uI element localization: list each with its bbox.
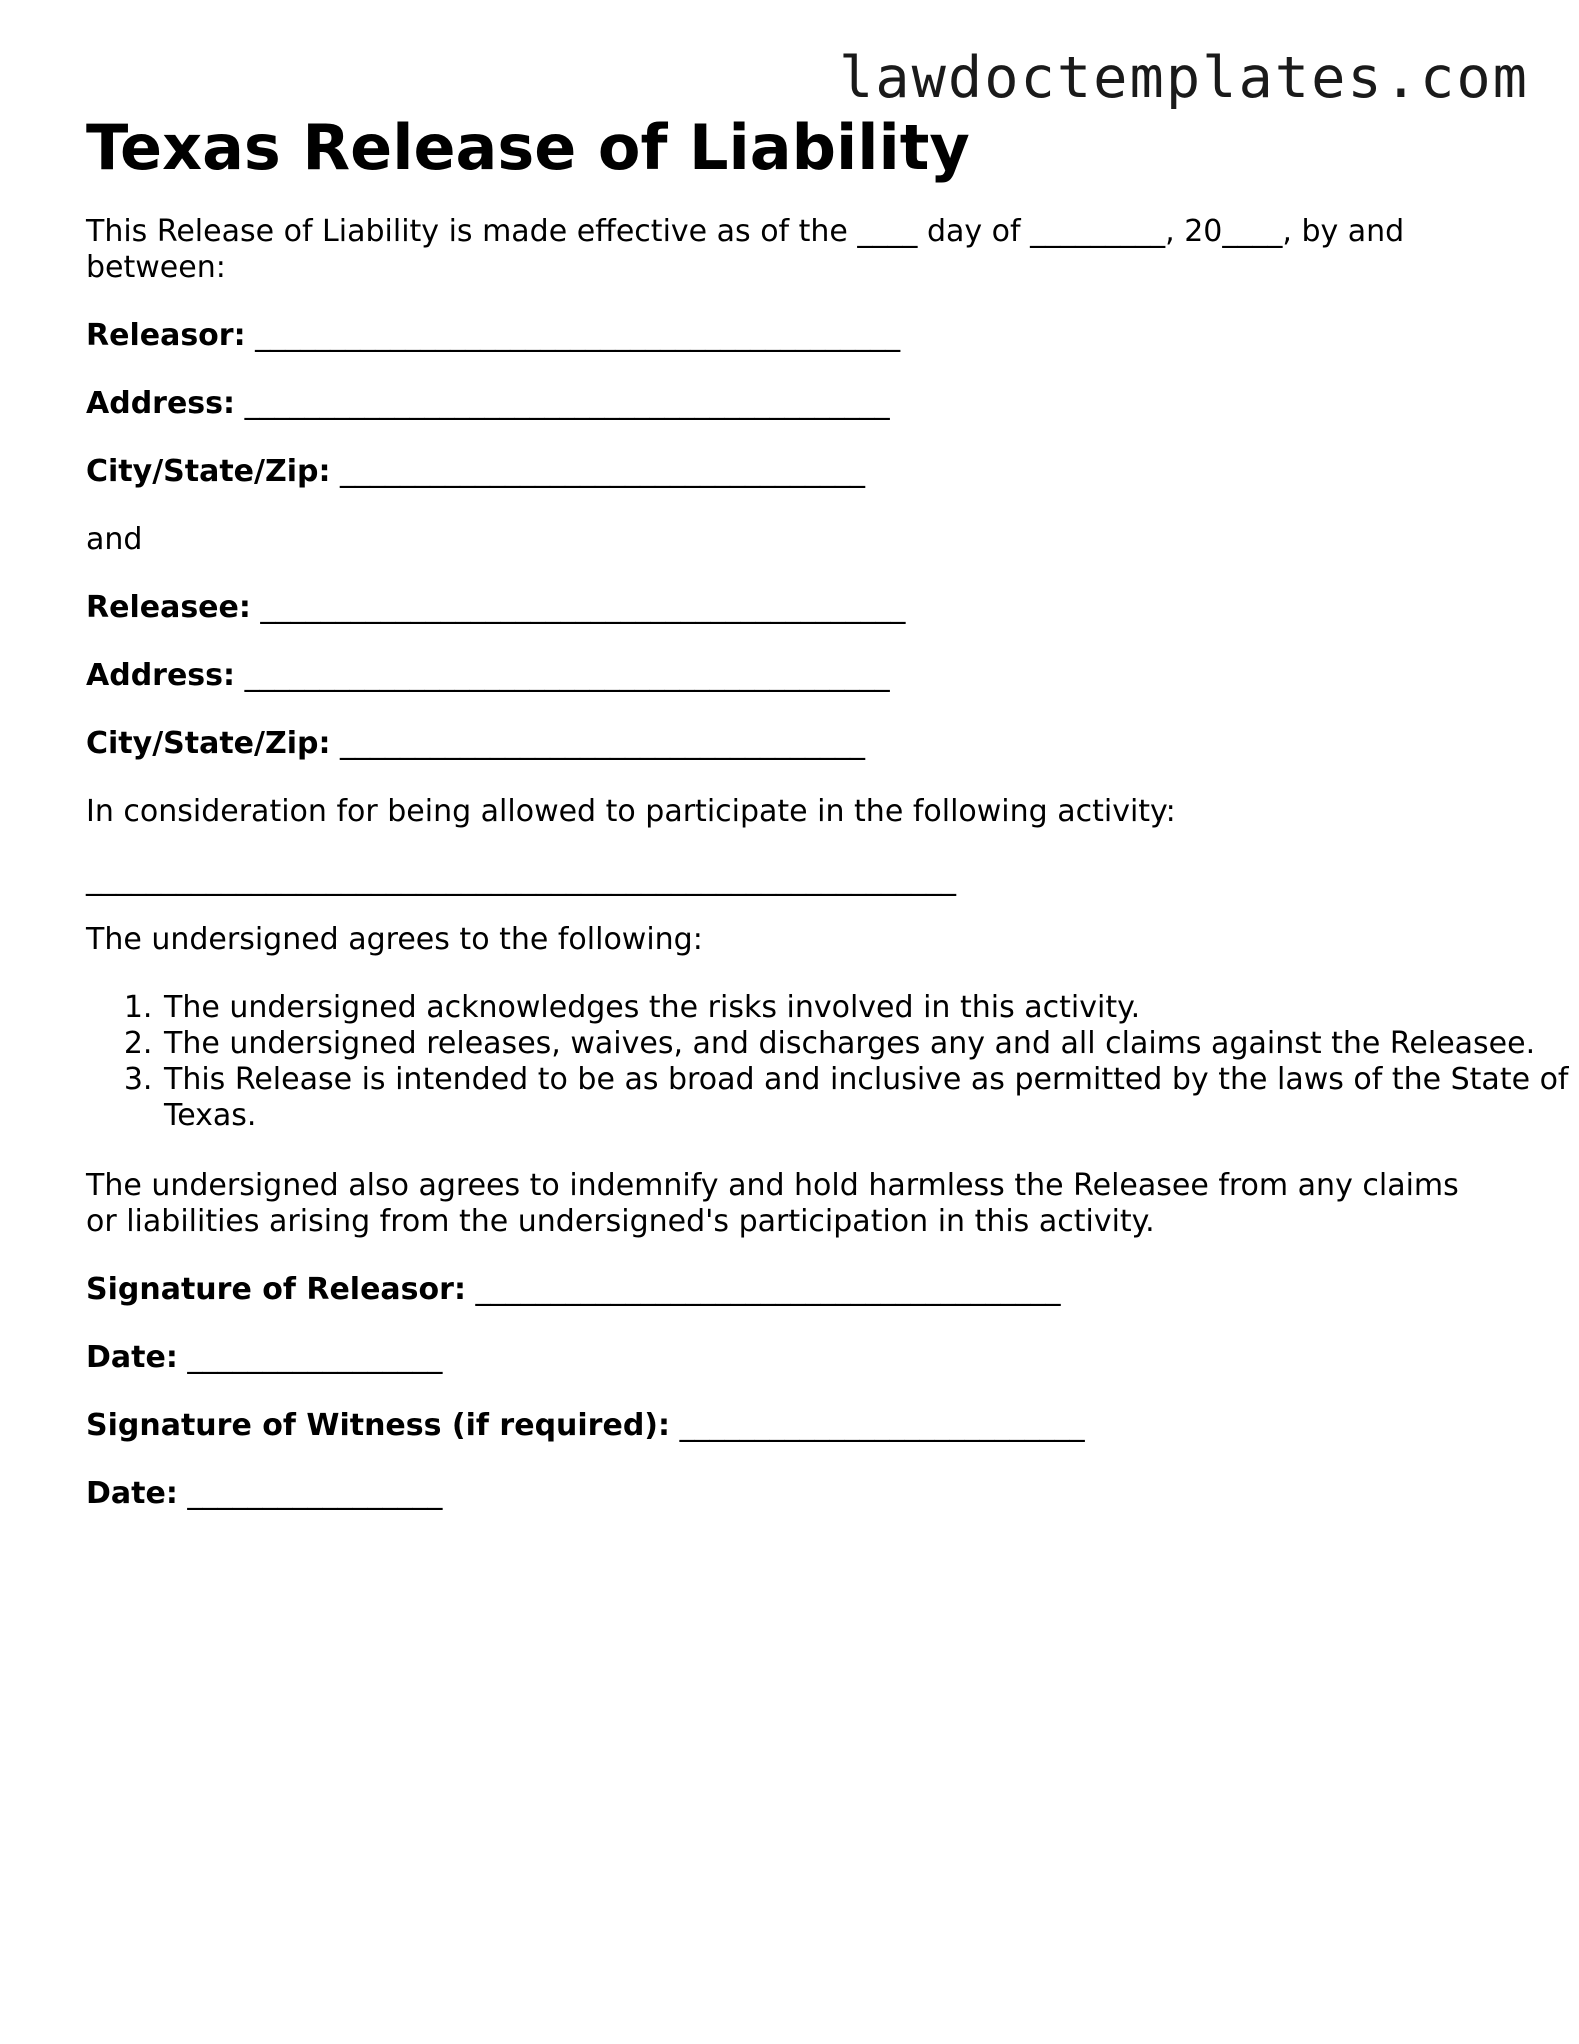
- releasor-signature-field: [86, 1272, 1486, 1308]
- releasee-city-label: City/State/Zip:: [86, 726, 331, 761]
- releasor-name-blank: ___________________________________________: [255, 318, 901, 353]
- releasee-city-field: [86, 726, 1486, 762]
- releasor-date-field: [86, 1340, 1486, 1376]
- releasee-address-blank: ___________________________________________: [244, 658, 890, 693]
- releasor-address-field: [86, 386, 1486, 422]
- releasor-date-label: Date:: [86, 1340, 178, 1375]
- releasor-city-field: [86, 454, 1486, 490]
- releasee-address-label: Address:: [86, 658, 236, 693]
- terms-list: [86, 990, 1572, 1134]
- activity-blank: __________________________________________________________: [86, 862, 956, 897]
- releasor-signature-label: Signature of Releasor:: [86, 1272, 466, 1307]
- intro-paragraph: This Release of Liability is made effective as of the ____ day of _________, 20____, by and between:: [86, 214, 1405, 285]
- releasor-name-field: [86, 318, 1486, 354]
- document-content: [86, 108, 1569, 1544]
- witness-signature-blank: ___________________________: [679, 1408, 1085, 1443]
- releasee-city-blank: ___________________________________: [340, 726, 866, 761]
- indemnify-paragraph: The undersigned also agrees to indemnify and hold harmless the Releasee from any claims or liabilities arising from the undersigned's participation in this activity.: [86, 1168, 1459, 1239]
- witness-signature-label: Signature of Witness (if required):: [86, 1408, 671, 1443]
- releasee-address-field: [86, 658, 1486, 694]
- releasor-city-label: City/State/Zip:: [86, 454, 331, 489]
- consideration-paragraph: In consideration for being allowed to participate in the following activity:: [86, 794, 1176, 829]
- releasor-signature-blank: _______________________________________: [475, 1272, 1061, 1307]
- witness-signature-field: [86, 1408, 1486, 1444]
- witness-date-blank: _________________: [187, 1476, 443, 1511]
- site-watermark: lawdoctemplates.com: [838, 45, 1529, 111]
- releasee-name-field: [86, 590, 1486, 626]
- witness-date-field: [86, 1476, 1486, 1512]
- and-text: and: [86, 522, 143, 557]
- releasor-date-blank: _________________: [187, 1340, 443, 1375]
- witness-date-label: Date:: [86, 1476, 178, 1511]
- releasor-address-blank: ___________________________________________: [244, 386, 890, 421]
- list-item: 3. This Release is intended to be as broad and inclusive as permitted by the laws of the State of Texas.: [162, 1062, 1572, 1134]
- document-title: Texas Release of Liability: [86, 111, 970, 184]
- releasor-name-label: Releasor:: [86, 318, 246, 353]
- releasee-name-label: Releasee:: [86, 590, 251, 625]
- releasor-address-label: Address:: [86, 386, 236, 421]
- releasee-name-blank: ___________________________________________: [260, 590, 906, 625]
- agrees-paragraph: The undersigned agrees to the following:: [86, 922, 703, 957]
- list-item: 2. The undersigned releases, waives, and discharges any and all claims against the Releasee.: [162, 1026, 1572, 1062]
- releasor-city-blank: ___________________________________: [340, 454, 866, 489]
- list-item: 1. The undersigned acknowledges the risks involved in this activity.: [162, 990, 1572, 1026]
